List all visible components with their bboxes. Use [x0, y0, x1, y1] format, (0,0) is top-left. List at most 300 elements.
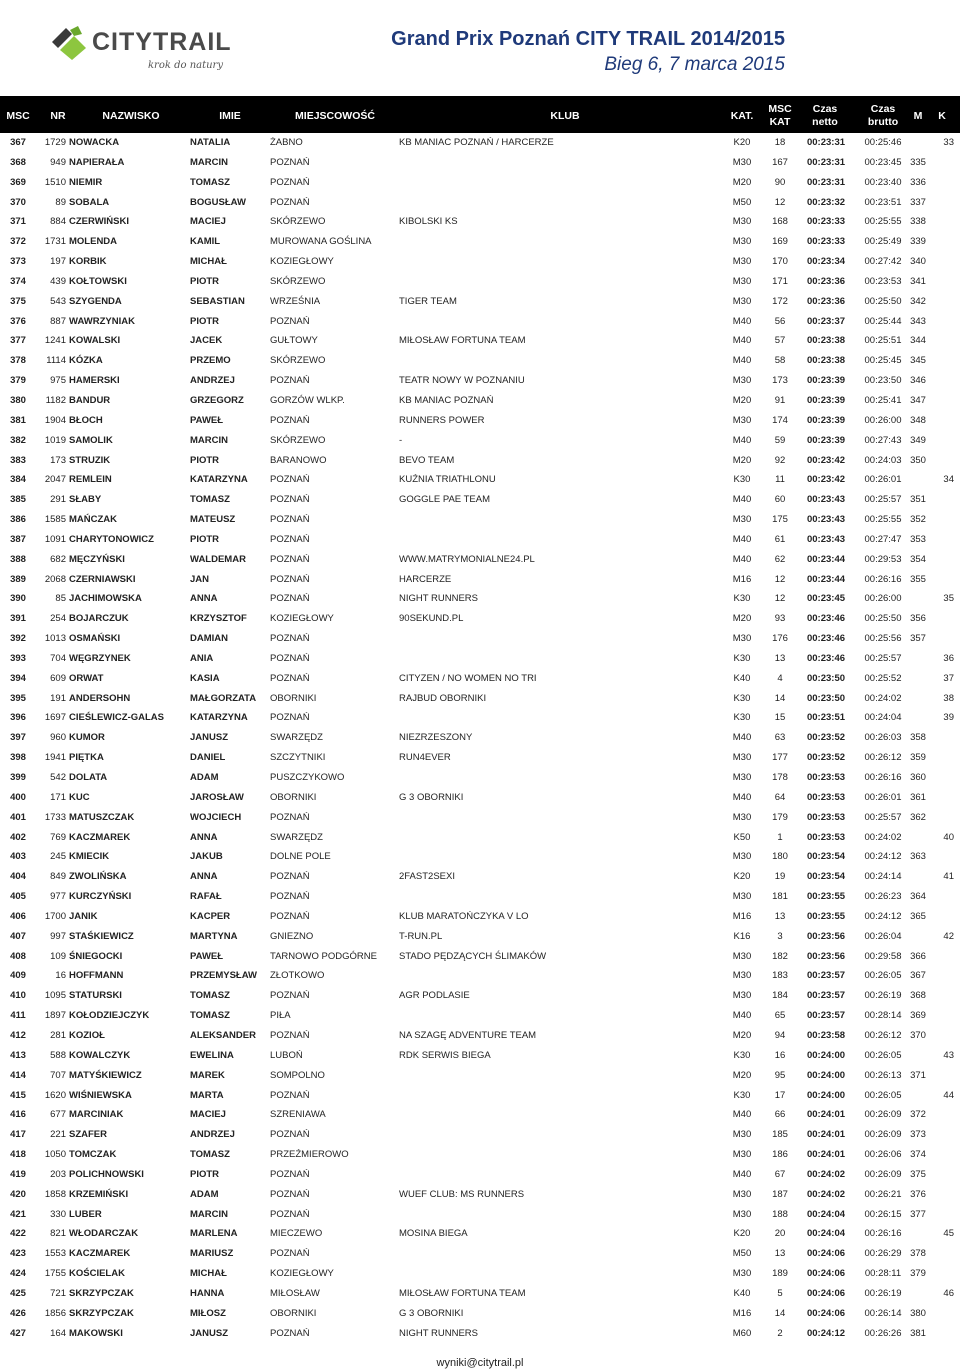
category-position-cell: 176: [772, 633, 788, 645]
club-cell: [399, 351, 719, 371]
gross-time-cell: 00:27:42: [864, 256, 902, 268]
table-row: [0, 490, 960, 510]
net-time-cell: 00:23:50: [806, 672, 846, 684]
first-name-cell: MAŁGORZATA: [190, 692, 257, 704]
position-cell: 380: [10, 394, 26, 406]
city-cell: PIŁA: [270, 1010, 291, 1022]
table-row: [0, 966, 960, 986]
category-cell: M20: [732, 613, 752, 625]
position-cell: 417: [10, 1129, 26, 1141]
category-cell: M30: [732, 633, 752, 645]
category-position-cell: 169: [772, 236, 788, 248]
table-row: [0, 411, 960, 431]
bib-number-cell: 109: [50, 950, 66, 962]
female-position-cell: [930, 351, 954, 371]
bib-number-cell: 1904: [44, 414, 66, 426]
first-name-cell: WOJCIECH: [190, 811, 242, 823]
category-position-cell: 62: [774, 553, 786, 565]
category-position-cell: 65: [774, 1010, 786, 1022]
first-name-cell: ANIA: [190, 652, 214, 664]
first-name-cell: RAFAŁ: [190, 891, 222, 903]
gross-time-cell: 00:26:19: [864, 990, 902, 1002]
category-position-cell: 11: [775, 474, 785, 486]
surname-cell: WŁODARCZAK: [69, 1228, 139, 1240]
category-position-cell: 64: [774, 791, 786, 803]
club-cell: NIGHT RUNNERS: [399, 593, 478, 605]
male-position-cell: 340: [910, 256, 926, 268]
category-cell: M20: [732, 176, 752, 188]
city-cell: POZNAŃ: [270, 811, 310, 823]
category-position-cell: 170: [772, 256, 788, 268]
first-name-cell: JACEK: [190, 335, 223, 347]
first-name-cell: TOMASZ: [190, 990, 230, 1002]
net-time-cell: 00:23:31: [806, 137, 846, 148]
club-cell: TIGER TEAM: [399, 295, 457, 307]
net-time-cell: 00:23:31: [806, 156, 846, 168]
male-position-cell: 346: [910, 375, 926, 387]
male-position-cell: [906, 589, 930, 609]
category-cell: M40: [732, 315, 752, 327]
surname-cell: HOFFMANN: [69, 970, 124, 982]
position-cell: 383: [10, 454, 26, 466]
city-cell: POZNAŃ: [270, 1089, 310, 1101]
first-name-cell: MAREK: [190, 1069, 225, 1081]
female-position-cell: [930, 887, 954, 907]
category-cell: K30: [733, 692, 751, 704]
table-row: [0, 669, 960, 689]
net-time-cell: 00:24:06: [806, 1268, 846, 1280]
category-position-cell: 13: [774, 1248, 786, 1260]
gross-time-cell: 00:24:14: [864, 871, 902, 883]
female-position-cell: 36: [943, 652, 954, 664]
surname-cell: KUMOR: [69, 732, 105, 744]
gross-time-cell: 00:24:03: [864, 454, 902, 466]
net-time-cell: 00:23:42: [806, 454, 846, 466]
table-row: [0, 272, 960, 292]
position-cell: 400: [10, 791, 26, 803]
category-cell: K16: [733, 930, 751, 942]
bib-number-cell: 542: [50, 772, 66, 783]
surname-cell: BOJARCZUK: [69, 613, 129, 625]
bib-number-cell: 1019: [44, 434, 66, 446]
position-cell: 391: [10, 613, 26, 625]
net-time-cell: 00:23:53: [806, 772, 846, 783]
gross-time-cell: 00:26:12: [864, 752, 902, 764]
male-position-cell: 351: [910, 494, 926, 506]
first-name-cell: KAMIL: [190, 236, 221, 248]
net-time-cell: 00:24:00: [806, 1089, 846, 1101]
gross-time-cell: 00:25:55: [864, 514, 902, 526]
category-cell: M30: [732, 1208, 752, 1220]
category-cell: M30: [732, 970, 752, 982]
male-position-cell: [906, 1224, 930, 1244]
surname-cell: TOMCZAK: [69, 1149, 117, 1161]
surname-cell: PIĘTKA: [69, 752, 104, 764]
position-cell: 371: [10, 216, 26, 228]
male-position-cell: 366: [910, 950, 926, 962]
surname-cell: MĘCZYŃSKI: [69, 553, 125, 565]
surname-cell: MOLENDA: [69, 236, 118, 248]
position-cell: 390: [10, 593, 26, 605]
male-position-cell: 365: [910, 910, 926, 922]
table-row: [0, 133, 960, 153]
first-name-cell: MARTA: [190, 1089, 224, 1101]
male-position-cell: 373: [910, 1129, 926, 1141]
gross-time-cell: 00:25:51: [864, 335, 902, 347]
bib-number-cell: 330: [50, 1208, 66, 1220]
first-name-cell: MICHAŁ: [190, 256, 227, 268]
surname-cell: STAŚKIEWICZ: [69, 930, 134, 942]
city-cell: POZNAŃ: [270, 891, 310, 903]
surname-cell: CHARYTONOWICZ: [69, 533, 154, 545]
male-position-cell: 379: [910, 1268, 926, 1280]
male-position-cell: 354: [910, 553, 926, 565]
gross-time-cell: 00:26:16: [864, 772, 902, 783]
first-name-cell: JAN: [190, 573, 210, 585]
position-cell: 425: [10, 1287, 26, 1299]
position-cell: 396: [10, 712, 26, 724]
position-cell: 410: [10, 990, 26, 1002]
female-position-cell: [930, 550, 954, 570]
table-row: [0, 927, 960, 947]
male-position-cell: 362: [910, 811, 926, 823]
table-row: [0, 986, 960, 1006]
city-cell: POZNAŃ: [270, 910, 310, 922]
category-cell: M40: [732, 553, 752, 565]
gross-time-cell: 00:26:29: [864, 1248, 902, 1260]
net-time-cell: 00:24:06: [806, 1307, 846, 1319]
category-cell: K50: [733, 831, 751, 843]
club-cell: [399, 1264, 719, 1284]
category-position-cell: 66: [774, 1109, 786, 1121]
first-name-cell: TOMASZ: [190, 1149, 230, 1161]
category-position-cell: 12: [774, 593, 786, 605]
position-cell: 416: [10, 1109, 26, 1121]
gross-time-cell: 00:26:05: [864, 1049, 902, 1061]
position-cell: 401: [10, 811, 26, 823]
city-cell: POZNAŃ: [270, 990, 310, 1002]
male-position-cell: 338: [910, 216, 926, 228]
male-position-cell: 361: [910, 791, 926, 803]
club-cell: STADO PĘDZĄCYCH ŚLIMAKÓW: [399, 950, 547, 962]
bib-number-cell: 960: [50, 732, 66, 744]
table-row: [0, 828, 960, 848]
city-cell: SZRENIAWA: [270, 1109, 326, 1121]
surname-cell: SKRZYPCZAK: [69, 1287, 134, 1299]
table-row: [0, 530, 960, 550]
surname-cell: WAWRZYNIAK: [69, 315, 135, 327]
bib-number-cell: 171: [50, 791, 66, 803]
position-cell: 408: [10, 950, 26, 962]
table-row: [0, 510, 960, 530]
female-position-cell: [930, 1006, 954, 1026]
category-position-cell: 16: [774, 1049, 786, 1061]
category-position-cell: 181: [772, 891, 788, 903]
col-klub: KLUB: [550, 109, 580, 122]
male-position-cell: 336: [910, 176, 926, 188]
gross-time-cell: 00:29:58: [864, 950, 902, 962]
table-row: [0, 887, 960, 907]
first-name-cell: MATEUSZ: [190, 514, 236, 526]
net-time-cell: 00:23:39: [806, 375, 846, 387]
col-nr: NR: [50, 109, 66, 122]
first-name-cell: ANDRZEJ: [190, 1129, 235, 1141]
net-time-cell: 00:24:04: [806, 1228, 846, 1240]
city-cell: POZNAŃ: [270, 196, 310, 208]
surname-cell: SZYGENDA: [69, 295, 122, 307]
club-cell: MIŁOSŁAW FORTUNA TEAM: [399, 1287, 526, 1299]
position-cell: 402: [10, 831, 26, 843]
bib-number-cell: 89: [55, 196, 66, 208]
category-position-cell: 185: [772, 1129, 788, 1141]
club-cell: [399, 530, 719, 550]
club-cell: NIEZRZESZONY: [399, 732, 473, 744]
city-cell: POZNAŃ: [270, 672, 310, 684]
bib-number-cell: 291: [50, 494, 66, 506]
male-position-cell: 341: [910, 275, 926, 287]
category-cell: M30: [732, 256, 752, 268]
category-position-cell: 171: [772, 275, 788, 287]
position-cell: 423: [10, 1248, 26, 1260]
city-cell: KOZIEGŁOWY: [270, 613, 334, 625]
category-position-cell: 189: [772, 1268, 788, 1280]
city-cell: OBORNIKI: [270, 791, 317, 803]
male-position-cell: [906, 1086, 930, 1106]
position-cell: 381: [10, 414, 26, 426]
category-cell: M30: [732, 891, 752, 903]
first-name-cell: TOMASZ: [190, 494, 230, 506]
surname-cell: MARCINIAK: [69, 1109, 124, 1121]
club-cell: KB MANIAC POZNAŃ: [399, 394, 494, 406]
surname-cell: KRZEMIŃSKI: [69, 1188, 129, 1200]
male-position-cell: 372: [910, 1109, 926, 1121]
female-position-cell: 35: [943, 593, 954, 605]
category-cell: M30: [732, 216, 752, 228]
gross-time-cell: 00:26:03: [864, 732, 902, 744]
category-position-cell: 5: [777, 1287, 783, 1299]
table-row: [0, 153, 960, 173]
net-time-cell: 00:23:55: [806, 910, 846, 922]
city-cell: DOLNE POLE: [270, 851, 331, 863]
city-cell: POZNAŃ: [270, 156, 310, 168]
male-position-cell: [906, 1046, 930, 1066]
city-cell: SWARZĘDZ: [270, 732, 323, 744]
category-cell: M40: [732, 434, 752, 446]
club-cell: RUNNERS POWER: [399, 414, 485, 426]
first-name-cell: KACPER: [190, 910, 231, 922]
category-position-cell: 167: [772, 156, 788, 168]
table-row: [0, 947, 960, 967]
female-position-cell: [930, 1125, 954, 1145]
bib-number-cell: 1856: [44, 1307, 66, 1319]
female-position-cell: [930, 193, 954, 213]
female-position-cell: [930, 847, 954, 867]
male-position-cell: 381: [910, 1327, 926, 1339]
female-position-cell: [930, 1304, 954, 1324]
surname-cell: KOŁTOWSKI: [69, 275, 127, 287]
bib-number-cell: 203: [50, 1168, 66, 1180]
city-cell: POZNAŃ: [270, 1029, 310, 1041]
table-row: [0, 728, 960, 748]
club-cell: G 3 OBORNIKI: [399, 791, 464, 803]
position-cell: 414: [10, 1069, 26, 1081]
male-position-cell: 377: [910, 1208, 926, 1220]
position-cell: 419: [10, 1168, 26, 1180]
surname-cell: MAKOWSKI: [69, 1327, 123, 1339]
position-cell: 367: [10, 137, 26, 148]
female-position-cell: [930, 292, 954, 312]
club-cell: TEATR NOWY W POZNANIU: [399, 375, 525, 387]
female-position-cell: [930, 1105, 954, 1125]
position-cell: 422: [10, 1228, 26, 1240]
club-cell: BEVO TEAM: [399, 454, 455, 466]
bib-number-cell: 1585: [44, 514, 66, 526]
female-position-cell: 40: [943, 831, 954, 843]
gross-time-cell: 00:26:14: [864, 1307, 902, 1319]
citytrail-leaf-icon: [48, 24, 90, 62]
surname-cell: CZERNIAWSKI: [69, 573, 136, 585]
net-time-cell: 00:23:46: [806, 633, 846, 645]
gross-time-cell: 00:25:50: [864, 295, 902, 307]
net-time-cell: 00:23:33: [806, 216, 846, 228]
surname-cell: MATYŚKIEWICZ: [69, 1069, 142, 1081]
category-position-cell: 56: [774, 315, 786, 327]
bib-number-cell: 281: [50, 1029, 66, 1041]
surname-cell: KACZMAREK: [69, 831, 131, 843]
category-cell: M30: [732, 772, 752, 783]
first-name-cell: DANIEL: [190, 752, 226, 764]
female-position-cell: [930, 331, 954, 351]
male-position-cell: [906, 470, 930, 490]
category-cell: K20: [733, 137, 751, 148]
male-position-cell: 368: [910, 990, 926, 1002]
citytrail-logo: [48, 22, 232, 74]
gross-time-cell: 00:25:50: [864, 613, 902, 625]
surname-cell: JACHIMOWSKA: [69, 593, 142, 605]
net-time-cell: 00:24:00: [806, 1069, 846, 1081]
position-cell: 368: [10, 156, 26, 168]
category-position-cell: 187: [772, 1188, 788, 1200]
table-row: [0, 1185, 960, 1205]
col-miejscowosc: MIEJSCOWOŚĆ: [295, 109, 375, 122]
club-cell: G 3 OBORNIKI: [399, 1307, 464, 1319]
female-position-cell: [930, 1205, 954, 1225]
club-cell: [399, 708, 719, 728]
club-cell: MIŁOSŁAW FORTUNA TEAM: [399, 335, 526, 347]
category-cell: M20: [732, 1029, 752, 1041]
gross-time-cell: 00:26:15: [864, 1208, 902, 1220]
table-row: [0, 351, 960, 371]
gross-time-cell: 00:24:12: [864, 851, 902, 863]
female-position-cell: [930, 986, 954, 1006]
bib-number-cell: 769: [50, 831, 66, 843]
table-row: [0, 1006, 960, 1026]
category-position-cell: 12: [774, 196, 786, 208]
net-time-cell: 00:23:50: [806, 692, 846, 704]
surname-cell: KOZIOŁ: [69, 1029, 105, 1041]
category-cell: M30: [732, 811, 752, 823]
category-position-cell: 13: [774, 910, 786, 922]
female-position-cell: [930, 1066, 954, 1086]
first-name-cell: MARLENA: [190, 1228, 238, 1240]
category-position-cell: 184: [772, 990, 788, 1002]
gross-time-cell: 00:26:16: [864, 1228, 902, 1240]
col-k: K: [938, 109, 946, 122]
bib-number-cell: 1729: [44, 137, 66, 148]
category-cell: M40: [732, 494, 752, 506]
table-row: [0, 609, 960, 629]
position-cell: 375: [10, 295, 26, 307]
category-position-cell: 174: [772, 414, 788, 426]
female-position-cell: 43: [943, 1049, 954, 1061]
gross-time-cell: 00:24:02: [864, 831, 902, 843]
net-time-cell: 00:23:38: [806, 355, 846, 367]
first-name-cell: GRZEGORZ: [190, 394, 244, 406]
female-position-cell: [930, 431, 954, 451]
category-position-cell: 63: [774, 732, 786, 744]
table-row: [0, 312, 960, 332]
table-row: [0, 768, 960, 788]
bib-number-cell: 191: [50, 692, 66, 704]
surname-cell: SOBALA: [69, 196, 110, 208]
club-cell: [399, 808, 719, 828]
bib-number-cell: 721: [50, 1287, 66, 1299]
table-row: [0, 1324, 960, 1344]
male-position-cell: [906, 828, 930, 848]
category-position-cell: 168: [772, 216, 788, 228]
surname-cell: ANDERSOHN: [69, 692, 131, 704]
club-cell: -: [399, 434, 403, 446]
male-position-cell: 355: [910, 573, 926, 585]
net-time-cell: 00:23:42: [806, 474, 846, 486]
category-cell: K30: [733, 474, 751, 486]
category-cell: M30: [732, 375, 752, 387]
club-cell: KB MANIAC POZNAŃ / HARCERZE: [399, 137, 554, 148]
first-name-cell: KRZYSZTOF: [190, 613, 247, 625]
category-cell: K30: [733, 712, 751, 724]
gross-time-cell: 00:26:16: [864, 573, 902, 585]
table-row: [0, 708, 960, 728]
net-time-cell: 00:23:56: [806, 930, 846, 942]
club-cell: RAJBUD OBORNIKI: [399, 692, 487, 704]
surname-cell: STRUZIK: [69, 454, 111, 466]
bib-number-cell: 16: [55, 970, 66, 982]
table-row: [0, 252, 960, 272]
col-msc-kat: MSC KAT: [768, 103, 792, 128]
net-time-cell: 00:23:44: [806, 573, 846, 585]
net-time-cell: 00:23:57: [806, 1010, 846, 1022]
position-cell: 399: [10, 772, 26, 783]
net-time-cell: 00:23:57: [806, 990, 846, 1002]
female-position-cell: [930, 173, 954, 193]
city-cell: POZNAŃ: [270, 514, 310, 526]
logo-trail: TRAIL: [152, 28, 232, 56]
male-position-cell: 337: [910, 196, 926, 208]
surname-cell: SZAFER: [69, 1129, 107, 1141]
city-cell: POZNAŃ: [270, 1327, 310, 1339]
net-time-cell: 00:23:46: [806, 652, 846, 664]
female-position-cell: [930, 947, 954, 967]
bib-number-cell: 1241: [44, 335, 66, 347]
male-position-cell: 369: [910, 1010, 926, 1022]
net-time-cell: 00:24:02: [806, 1188, 846, 1200]
female-position-cell: [930, 728, 954, 748]
first-name-cell: JANUSZ: [190, 732, 229, 744]
bib-number-cell: 1114: [46, 355, 66, 367]
first-name-cell: HANNA: [190, 1287, 225, 1299]
female-position-cell: [930, 966, 954, 986]
bib-number-cell: 1013: [44, 633, 66, 645]
